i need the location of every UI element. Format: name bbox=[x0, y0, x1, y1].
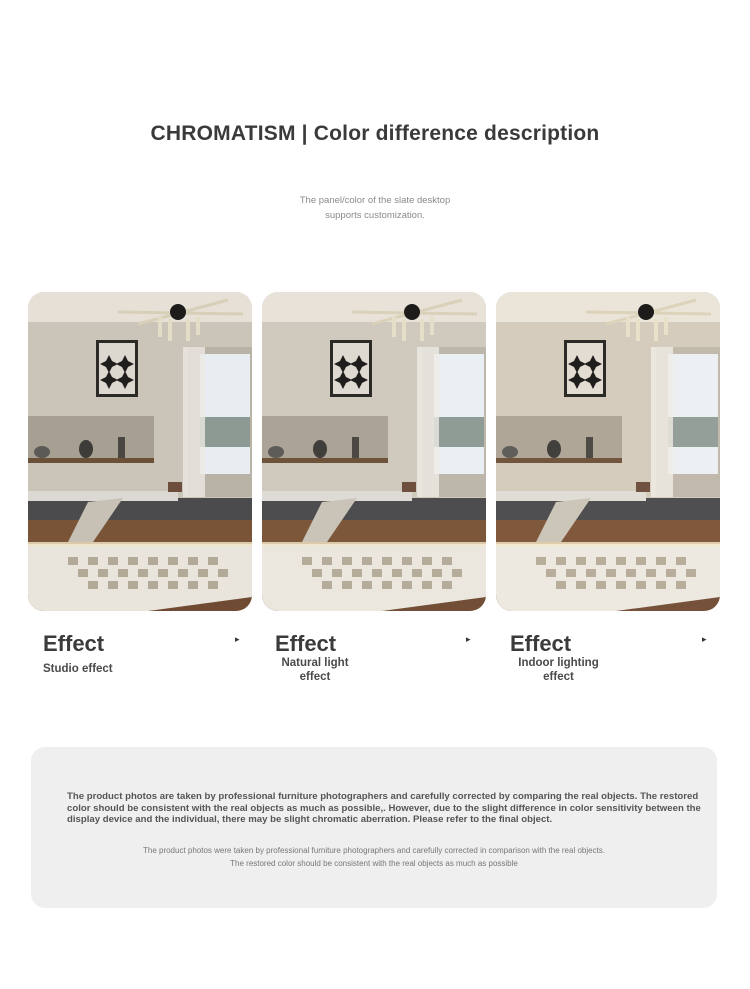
page-title: CHROMATISM | Color difference description bbox=[150, 122, 600, 145]
arrow-right-icon: ▸ bbox=[702, 634, 707, 644]
subtext-line-2: The restored color should be consistent with the real objects as much as possible bbox=[230, 859, 518, 868]
disclaimer-text: The product photos are taken by professional furniture photographers and carefully corrected by comparing the real objects. The restored color should be consistent with the real objects as much as possible,. However, due to the slight difference in color sensitivity between the display device and the individual, there may be slight chromatic aberration. Please refer to the final object. bbox=[67, 791, 701, 826]
effect-heading-2: Effect bbox=[275, 631, 337, 656]
arrow-right-icon: ▸ bbox=[235, 634, 240, 644]
shelf bbox=[28, 458, 154, 463]
subtext-line-1: The product photos were taken by professional furniture photographers and carefully corrected in comparison with the real objects. bbox=[142, 846, 606, 855]
effect-caption-3 bbox=[506, 656, 611, 684]
curtain bbox=[417, 347, 439, 497]
caption-line: effect bbox=[299, 671, 331, 683]
effect-caption-1 bbox=[43, 662, 113, 676]
disclaimer-subtext bbox=[31, 844, 717, 870]
caption-line: Natural light bbox=[281, 657, 349, 669]
pillows bbox=[28, 491, 178, 501]
caption-line: Indoor lighting bbox=[518, 657, 599, 669]
page-subtitle bbox=[0, 193, 750, 223]
window bbox=[200, 354, 250, 474]
bedroom-photo-indoor bbox=[496, 292, 720, 611]
arrow-right-icon: ▸ bbox=[466, 634, 471, 644]
bedroom-illustration bbox=[262, 292, 486, 611]
bedroom-photo-natural bbox=[262, 292, 486, 611]
effect-caption-2 bbox=[270, 656, 360, 684]
bedroom-illustration bbox=[496, 292, 720, 611]
disclaimer-panel bbox=[31, 747, 717, 908]
bedroom-photo-studio bbox=[28, 292, 252, 611]
curtain bbox=[651, 347, 673, 497]
subtitle-line-1: The panel/color of the slate desktop bbox=[299, 195, 451, 206]
curtain bbox=[183, 347, 205, 497]
caption-line: effect bbox=[543, 671, 574, 683]
effect-heading-3: Effect bbox=[510, 631, 572, 656]
window bbox=[434, 354, 484, 474]
duvet bbox=[28, 498, 252, 520]
effect-heading-1: Effect bbox=[43, 631, 105, 656]
window bbox=[668, 354, 718, 474]
bedroom-illustration bbox=[28, 292, 252, 611]
caption-line: Studio effect bbox=[43, 663, 113, 675]
subtitle-line-2: supports customization. bbox=[325, 210, 425, 221]
